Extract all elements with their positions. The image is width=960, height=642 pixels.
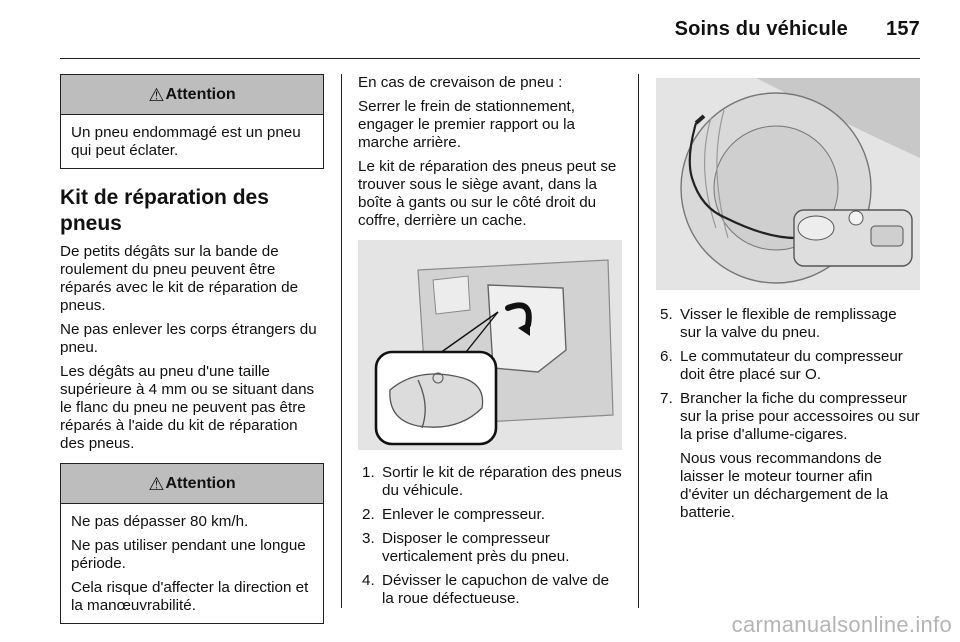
attention-body-2 (61, 504, 323, 623)
header-rule (60, 58, 920, 59)
column-divider-left (341, 74, 342, 608)
paragraph: Ne pas enlever les corps étrangers du pneu. (60, 321, 317, 356)
list-item: 3. Disposer le compresseur verticalement près du pneu. (362, 530, 570, 565)
attention-text: Cela risque d'affecter la direction et la manœuvrabilité. (71, 579, 309, 614)
list-item: 5. Visser le flexible de remplissage sur la valve du pneu. (660, 306, 897, 341)
steps-list-1 (358, 464, 622, 608)
list-item: 7. Brancher la fiche du compresseur sur la prise pour accessoires ou sur la prise d'allume-cigares. (660, 390, 920, 443)
page-number: 157 (886, 18, 920, 40)
attention-text-1: Un pneu endommagé est un pneu qui peut éclater. (71, 124, 301, 159)
attention-body-1 (61, 115, 323, 168)
warning-triangle-icon: ⚠ (148, 473, 165, 494)
attention-text: Ne pas dépasser 80 km/h. (71, 513, 249, 530)
attention-box-2 (60, 463, 324, 624)
attention-text: Ne pas utiliser pendant une longue période. (71, 537, 306, 572)
watermark: carmanualsonline.info (731, 612, 952, 637)
right-column (656, 74, 920, 528)
trunk-illustration (358, 240, 622, 450)
section-title: Kit de réparation des pneus (60, 186, 269, 235)
paragraph: Le kit de réparation des pneus peut se trouver sous le siège avant, dans la boîte à gants ou sur le côté droit du coffre, derrière un cache. (358, 158, 617, 229)
attention-title-1: Attention (165, 85, 236, 103)
attention-title-2: Attention (165, 474, 236, 492)
page-header-title: Soins du véhicule (674, 18, 849, 40)
compressor-illustration (656, 78, 920, 290)
attention-header-2 (61, 464, 323, 504)
note-text: Nous vous recommandons de laisser le moteur tourner afin d'éviter un déchargement de la batterie. (680, 450, 889, 521)
list-item: 1. Sortir le kit de réparation des pneus du véhicule. (362, 464, 622, 499)
paragraph: En cas de crevaison de pneu : (358, 74, 563, 91)
warning-triangle-icon: ⚠ (148, 84, 165, 105)
paragraph: De petits dégâts sur la bande de roulement du pneu peuvent être réparés avec le kit de réparation de pneus. (60, 243, 299, 314)
middle-column (358, 74, 622, 614)
steps-list-2 (656, 306, 920, 444)
paragraph: Serrer le frein de stationnement, engager le premier rapport ou la marche arrière. (358, 98, 575, 151)
list-item: 6. Le commutateur du compresseur doit être placé sur O. (660, 348, 903, 383)
attention-box-1 (60, 74, 324, 169)
list-item: 2. Enlever le compresseur. (362, 506, 545, 523)
paragraph: Les dégâts au pneu d'une taille supérieure à 4 mm ou se situant dans le flanc du pneu ne peuvent pas être réparés à l'aide du kit de réparation des pneus. (60, 363, 315, 452)
page-header (675, 18, 920, 41)
list-item: 4. Dévisser le capuchon de valve de la roue défectueuse. (362, 572, 610, 607)
attention-header-1 (61, 75, 323, 115)
column-divider-right (638, 74, 639, 608)
left-column (60, 74, 324, 624)
